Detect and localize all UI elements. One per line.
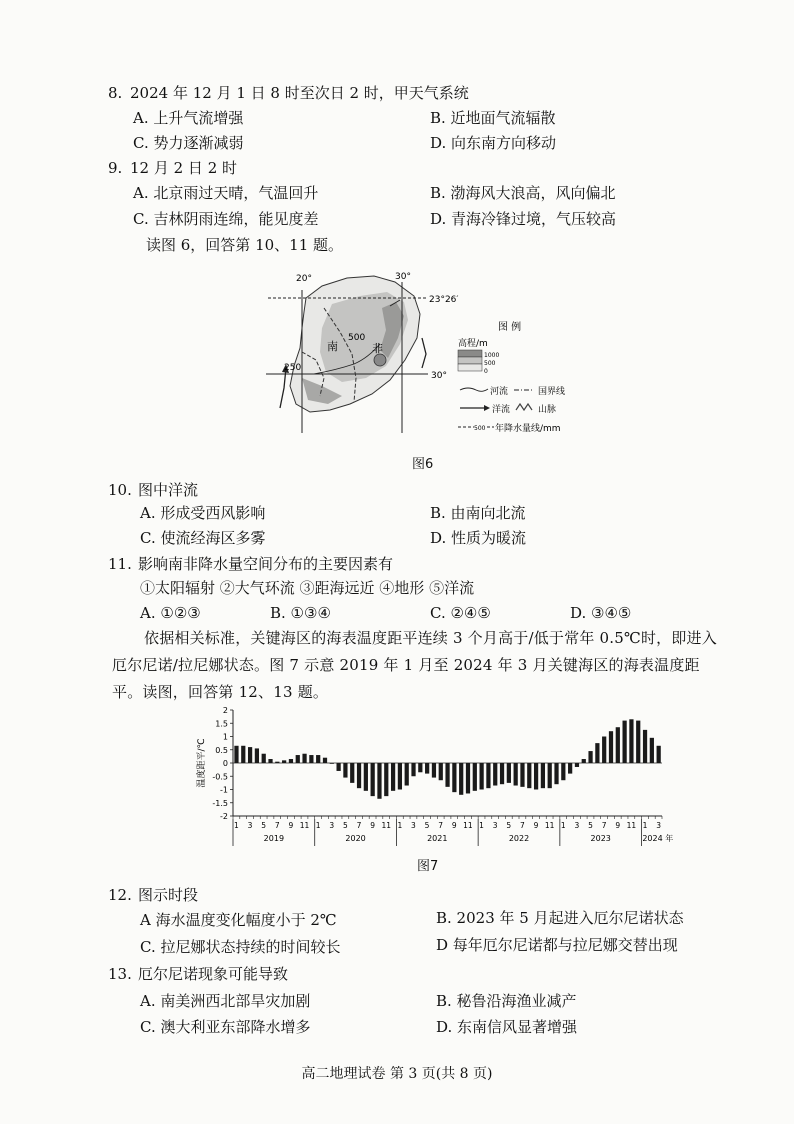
legend-elev-1000 — [458, 350, 482, 357]
question-number: 12. — [108, 886, 132, 904]
month-tick-label: 5 — [424, 821, 430, 830]
year-label: 2021 — [427, 834, 448, 843]
month-tick-label: 9 — [451, 821, 457, 830]
y-tick-label: -2 — [220, 812, 228, 821]
legend-isohyet: 年降水量线/mm — [495, 424, 561, 434]
bar — [568, 763, 572, 774]
bar — [316, 755, 320, 763]
bar — [459, 763, 463, 795]
month-tick-label: 3 — [656, 821, 661, 830]
month-tick-label: 7 — [274, 821, 280, 830]
option-b: B. 渤海风大浪高，风向偏北 — [430, 184, 616, 202]
bar — [650, 738, 654, 763]
bar — [371, 763, 375, 796]
figure-caption: 图6 — [412, 457, 434, 472]
year-label: 2020 — [345, 834, 366, 843]
year-label: 2019 — [263, 834, 285, 843]
bar — [500, 763, 504, 784]
question-stem: 12 月 2 日 2 时 — [130, 159, 238, 177]
y-tick-label: 2 — [222, 706, 228, 715]
lesotho — [374, 354, 386, 366]
year-label: 2022 — [508, 834, 530, 843]
legend-elev-500 — [458, 357, 482, 364]
legend-elev-tick: 1000 — [484, 352, 500, 359]
legend-elev-tick: 0 — [484, 368, 488, 375]
question-stem: 厄尔尼诺现象可能导致 — [138, 965, 289, 983]
bar — [411, 763, 415, 776]
legend-mountain: 山脉 — [538, 405, 557, 415]
country-label: 非 — [372, 342, 383, 355]
bar — [398, 763, 402, 790]
option-d: D. 青海冷锋过境，气压较高 — [430, 210, 617, 228]
month-tick-label: 1 — [397, 821, 403, 830]
page-footer: 高二地理试卷 第 3 页(共 8 页) — [301, 1066, 493, 1082]
bar — [480, 763, 484, 790]
option-a: A. ①②③ — [140, 604, 201, 622]
bar — [302, 754, 306, 763]
bar — [309, 755, 313, 763]
bar — [623, 721, 627, 763]
month-tick-label: 11 — [626, 821, 637, 830]
question-stem: 图示时段 — [138, 886, 199, 904]
month-tick-label: 11 — [299, 821, 310, 830]
bar — [255, 748, 259, 763]
month-tick-label: 3 — [329, 821, 335, 830]
bar — [602, 737, 606, 764]
option-b: B. 秘鲁沿海渔业减产 — [436, 992, 577, 1010]
option-d: D. ③④⑤ — [570, 604, 632, 622]
month-tick-label: 7 — [520, 821, 525, 830]
passage-paragraph: 依据相关标准，关键海区的海表温度距平连续 3 个月高于/低于常年 0.5℃时，即进入厄尔尼诺/拉尼娜状态。图 7 示意 2019 年 1 月至 2024 年 3 月关键海区的海表温度距平。读图，回答第 12、13 题。 — [112, 629, 717, 701]
bar — [514, 763, 518, 786]
month-tick-label: 11 — [463, 821, 473, 830]
month-tick-label: 9 — [615, 821, 621, 830]
y-tick-label: -1.5 — [212, 798, 228, 808]
option-c: C. 拉尼娜状态持续的时间较长 — [140, 938, 341, 956]
question-number: 8. — [108, 84, 123, 102]
bar — [262, 754, 266, 763]
option-d: D. 向东南方向移动 — [430, 134, 557, 152]
question-number: 11. — [108, 555, 132, 573]
legend-elev-0 — [458, 364, 482, 371]
bar — [575, 763, 579, 767]
month-tick-label: 5 — [506, 821, 512, 830]
bar — [520, 763, 524, 787]
y-axis-label: 温度距平/℃ — [197, 738, 207, 788]
option-b: B. 近地面气流辐散 — [430, 109, 556, 127]
bar — [582, 759, 586, 763]
bar — [493, 763, 497, 786]
question-stem: 2024 年 12 月 1 日 8 时至次日 2 时，甲天气系统 — [130, 84, 469, 102]
bar — [548, 763, 552, 788]
month-tick-label: 7 — [356, 821, 362, 830]
y-tick-label: 1 — [222, 732, 228, 742]
option-c: C. 使流经海区多雾 — [140, 529, 266, 547]
bar — [616, 727, 620, 763]
legend-title: 图 例 — [498, 322, 522, 333]
question-stem: 图中洋流 — [138, 481, 199, 499]
longitude-label: 20° — [296, 274, 312, 284]
month-tick-label: 9 — [370, 821, 375, 830]
question-stem: 影响南非降水量空间分布的主要因素有 — [138, 555, 394, 573]
isohyet-label: 250 — [284, 363, 302, 373]
legend-isohyet-value: 500 — [474, 425, 486, 432]
bar — [337, 763, 341, 771]
option-a: A. 南美洲西北部旱灾加剧 — [140, 992, 311, 1010]
factor-list: ①太阳辐射 ②大气环流 ③距海远近 ④地形 ⑤洋流 — [140, 579, 475, 597]
bar — [364, 763, 368, 791]
ocean-current-arrow — [422, 338, 426, 368]
figure-caption: 图7 — [417, 859, 439, 874]
month-tick-label: 9 — [288, 821, 294, 830]
bar — [343, 763, 347, 778]
bar — [241, 746, 245, 763]
longitude-label: 30° — [395, 272, 411, 282]
bar — [330, 763, 334, 764]
isohyet-label: 500 — [348, 333, 366, 343]
figure-6-map — [262, 268, 592, 440]
bar — [289, 759, 293, 763]
option-c: C. 势力逐渐减弱 — [133, 134, 244, 152]
bar — [377, 763, 381, 799]
figure-7-chart — [190, 702, 680, 850]
bar — [275, 762, 279, 763]
month-tick-label: 3 — [411, 821, 416, 830]
option-a: A. 形成受西风影响 — [140, 504, 266, 522]
month-tick-label: 1 — [234, 821, 239, 830]
month-tick-label: 1 — [642, 821, 648, 830]
bar — [350, 763, 354, 783]
month-tick-label: 11 — [544, 821, 555, 830]
y-tick-label: 1.5 — [215, 719, 228, 729]
month-tick-label: 3 — [492, 821, 498, 830]
month-tick-label: 5 — [588, 821, 593, 830]
legend-current-head — [484, 405, 490, 411]
option-a: A. 北京雨过天晴，气温回升 — [133, 184, 319, 202]
bar — [405, 763, 409, 786]
legend-mountain-symbol — [516, 404, 532, 410]
legend-river: 河流 — [490, 387, 509, 397]
month-tick-label: 11 — [381, 821, 391, 830]
option-c: C. ②④⑤ — [430, 604, 491, 622]
bar — [445, 763, 449, 787]
month-tick-label: 7 — [601, 821, 607, 830]
bar — [588, 751, 592, 763]
bar — [384, 763, 388, 796]
month-tick-label: 7 — [438, 821, 444, 830]
y-tick-label: -0.5 — [212, 772, 228, 782]
question-number: 10. — [108, 481, 132, 499]
bar — [561, 763, 565, 780]
option-c: C. 澳大利亚东部降水增多 — [140, 1018, 311, 1036]
bar — [268, 759, 272, 763]
latitude-label: 23°26′ — [429, 295, 459, 305]
bar — [643, 730, 647, 763]
year-label: 2023 — [590, 834, 611, 843]
bar — [657, 746, 661, 763]
bar — [629, 719, 633, 763]
option-b: B. 2023 年 5 月起进入厄尔尼诺状态 — [436, 909, 684, 927]
bar — [534, 763, 538, 790]
bar — [527, 763, 531, 788]
bar — [248, 747, 252, 763]
bar — [473, 763, 477, 791]
option-a: A 海水温度变化幅度小于 2℃ — [140, 911, 337, 929]
bar — [595, 743, 599, 763]
option-c: C. 吉林阴雨连绵，能见度差 — [133, 210, 319, 228]
bar — [425, 763, 429, 774]
month-tick-label: 1 — [560, 821, 566, 830]
figure-intro: 读图 6，回答第 10、11 题。 — [146, 236, 344, 254]
option-b: B. 由南向北流 — [430, 504, 526, 522]
legend-border: 国界线 — [538, 387, 566, 397]
country-label: 南 — [327, 340, 338, 353]
option-b: B. ①③④ — [270, 604, 331, 622]
option-d: D. 东南信风显著增强 — [436, 1018, 578, 1036]
bar — [234, 746, 238, 763]
y-tick-label: 0 — [222, 759, 228, 768]
bar — [452, 763, 456, 792]
bar — [357, 763, 361, 788]
option-a: A. 上升气流增强 — [133, 109, 244, 127]
bar — [486, 763, 490, 788]
option-d: D. 性质为暖流 — [430, 529, 527, 547]
month-tick-label: 1 — [315, 821, 321, 830]
month-tick-label: 5 — [342, 821, 348, 830]
legend-elev-tick: 500 — [484, 360, 496, 367]
bar — [296, 755, 300, 763]
month-tick-label: 5 — [261, 821, 267, 830]
y-tick-label: -1 — [220, 785, 228, 795]
bar — [507, 763, 511, 783]
legend-current: 洋流 — [492, 405, 511, 415]
latitude-label: 30° — [431, 371, 447, 381]
bar — [466, 763, 470, 793]
bar — [636, 721, 640, 763]
bar — [418, 763, 422, 772]
option-d: D 每年厄尔尼诺都与拉尼娜交替出现 — [436, 936, 678, 954]
bar — [432, 763, 436, 778]
bar — [554, 763, 558, 784]
bar — [439, 763, 443, 780]
question-number: 9. — [108, 159, 123, 177]
bar — [282, 760, 286, 763]
bar — [323, 758, 327, 763]
bar — [609, 731, 613, 763]
month-tick-label: 3 — [574, 821, 580, 830]
y-tick-label: 0.5 — [215, 745, 228, 755]
question-number: 13. — [108, 965, 132, 983]
legend-river-symbol — [460, 388, 488, 391]
bar — [541, 763, 545, 788]
month-tick-label: 3 — [247, 821, 253, 830]
legend-elev-title: 高程/m — [458, 339, 488, 349]
year-label: 2024 年 — [642, 834, 674, 843]
bar — [391, 763, 395, 791]
month-tick-label: 1 — [479, 821, 484, 830]
month-tick-label: 9 — [533, 821, 539, 830]
